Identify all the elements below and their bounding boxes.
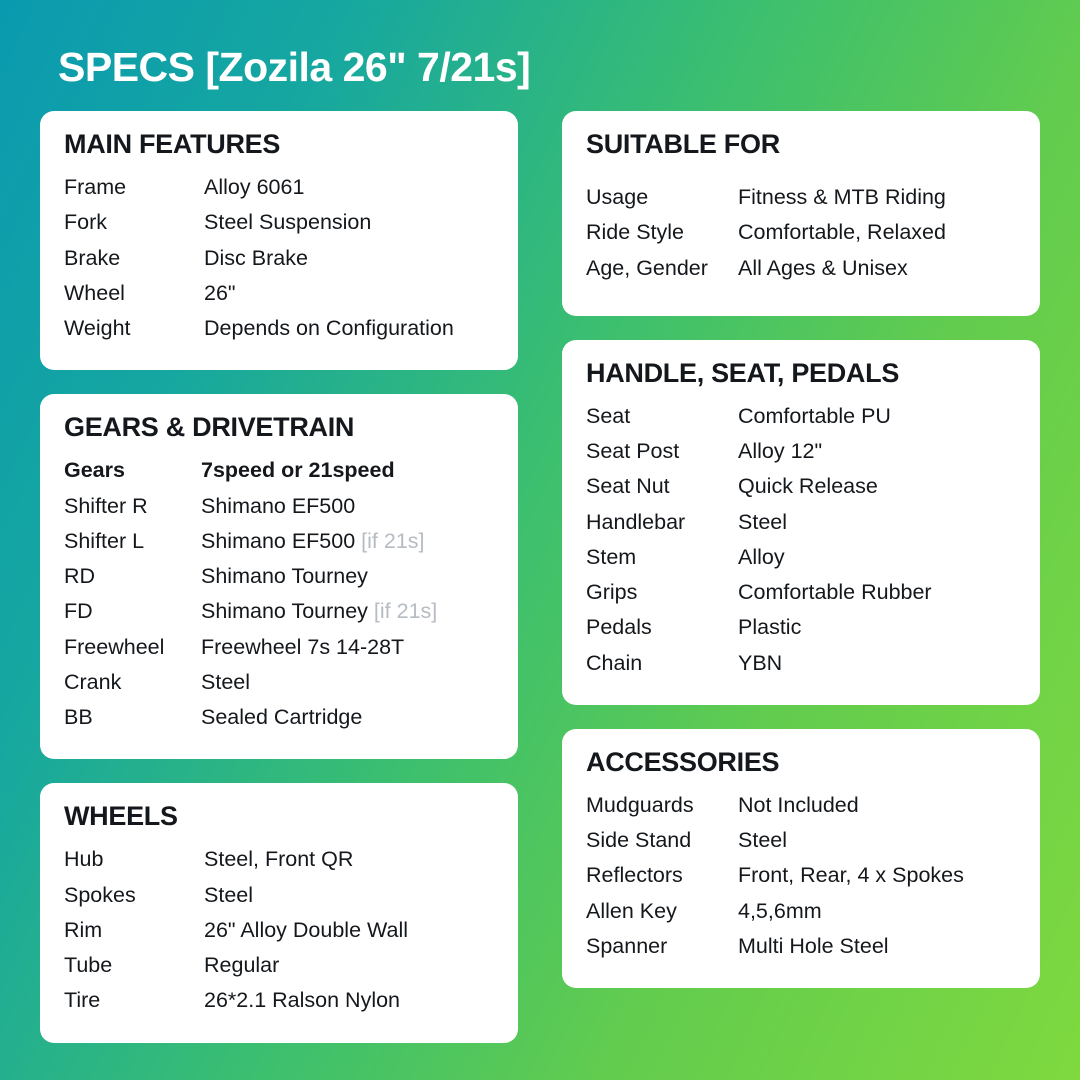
spec-row [64, 311, 494, 346]
spec-key: Wheel [64, 280, 125, 305]
spec-row [586, 823, 1016, 858]
rows-accessories [586, 788, 1016, 964]
spec-value: 7speed or 21speed [201, 458, 395, 483]
spec-key: Seat Nut [586, 474, 670, 499]
spec-value: Freewheel 7s 14-28T [201, 634, 405, 659]
spec-key: Grips [586, 580, 638, 604]
spec-key: Seat [586, 403, 631, 428]
spec-key: Hub [64, 847, 104, 872]
spec-value: Regular [204, 953, 280, 977]
spec-row [64, 453, 494, 488]
spec-key: Age, Gender [586, 255, 708, 280]
spec-value: Alloy 12" [738, 439, 823, 463]
rows-wheels [64, 842, 494, 1018]
spec-value: 26" Alloy Double Wall [204, 917, 409, 942]
spec-value: Alloy 6061 [204, 175, 305, 199]
card-accessories [562, 729, 1040, 988]
spec-row [586, 788, 1016, 823]
spec-row [64, 700, 494, 735]
spec-row [64, 913, 494, 948]
spec-row [64, 489, 494, 524]
spec-key: Crank [64, 669, 122, 694]
spec-value: Comfortable Rubber [738, 580, 932, 604]
spec-key: Chain [586, 650, 643, 675]
rows-gears-drivetrain [64, 453, 494, 735]
spec-key: Allen Key [586, 898, 677, 923]
spec-key: RD [64, 564, 96, 588]
spec-row [64, 559, 494, 594]
spec-row [64, 205, 494, 240]
spec-row [64, 983, 494, 1018]
spec-value: Not Included [738, 792, 859, 817]
card-suitable-for [562, 111, 1040, 316]
spec-row [586, 251, 1016, 286]
spec-row [586, 575, 1016, 610]
spec-key: Tire [64, 988, 101, 1013]
spec-row [64, 524, 494, 559]
spec-value: Depends on Configuration [204, 316, 454, 340]
spec-row [64, 594, 494, 629]
card-heading-main-features: MAIN FEATURES [64, 129, 281, 159]
spec-key: Freewheel [64, 634, 165, 659]
card-heading-handle-seat-pedals: HANDLE, SEAT, PEDALS [586, 357, 900, 388]
spec-value: All Ages & Unisex [738, 255, 908, 280]
spec-value: 26*2.1 Ralson Nylon [204, 988, 401, 1013]
spec-value: Steel [738, 828, 788, 852]
spec-row [586, 858, 1016, 893]
spec-key: Frame [64, 175, 127, 199]
spec-row [586, 434, 1016, 469]
spec-key: Mudguards [586, 792, 694, 817]
spec-value: Front, Rear, 4 x Spokes [738, 863, 964, 888]
spec-row [586, 505, 1016, 540]
spec-value: Multi Hole Steel [738, 933, 889, 958]
spec-row [64, 665, 494, 700]
spec-key: Handlebar [586, 509, 686, 534]
spec-key: Tube [64, 953, 113, 977]
spec-row [586, 610, 1016, 645]
spec-value: Steel [738, 509, 788, 534]
card-heading-suitable-for: SUITABLE FOR [586, 129, 780, 159]
spec-key: Ride Style [586, 220, 684, 245]
spec-value: Steel, Front QR [204, 847, 354, 872]
page-title: SPECS [Zozila 26" 7/21s] [58, 44, 531, 90]
spec-row [586, 646, 1016, 681]
rows-main-features [64, 170, 494, 346]
spec-row [586, 540, 1016, 575]
card-handle-seat-pedals [562, 340, 1040, 705]
spec-key: BB [64, 705, 93, 729]
spec-value: Comfortable PU [738, 403, 891, 428]
spec-key: Gears [64, 458, 125, 483]
spec-key: Spanner [586, 933, 668, 958]
spec-row [64, 170, 494, 205]
specs-grid [40, 111, 1040, 1043]
spec-key: Pedals [586, 615, 652, 640]
spec-value: 4,5,6mm [738, 898, 822, 923]
spec-key: Brake [64, 245, 121, 270]
spec-row [64, 948, 494, 983]
card-main-features [40, 111, 518, 370]
spec-key: Shifter R [64, 493, 148, 518]
spec-row [64, 630, 494, 665]
spec-value: Shimano EF500 [201, 493, 356, 518]
spec-value: Alloy [738, 544, 785, 569]
spec-key: Weight [64, 316, 131, 340]
spec-row [64, 276, 494, 311]
card-wheels [40, 783, 518, 1042]
spec-value: Steel [201, 669, 251, 694]
card-gears-drivetrain [40, 394, 518, 759]
spec-note: [if 21s] [355, 528, 425, 553]
spec-key: Rim [64, 917, 103, 942]
rows-handle-seat-pedals [586, 399, 1016, 681]
spec-key: Stem [586, 544, 637, 569]
right-column [562, 111, 1040, 1043]
spec-key: FD [64, 599, 93, 624]
card-heading-wheels: WHEELS [64, 801, 178, 832]
spec-value: Quick Release [738, 474, 878, 499]
card-heading-accessories: ACCESSORIES [586, 746, 780, 777]
spec-key: Seat Post [586, 439, 680, 463]
spec-value: Sealed Cartridge [201, 705, 363, 729]
spec-row [64, 878, 494, 913]
spec-row [586, 469, 1016, 504]
spec-key: Fork [64, 210, 107, 235]
spec-value: Shimano EF500 [if 21s] [201, 528, 425, 553]
spec-value: 26" [204, 280, 236, 305]
card-heading-gears-drivetrain: GEARS & DRIVETRAIN [64, 412, 355, 443]
spec-row [64, 842, 494, 877]
spec-value: YBN [738, 650, 783, 675]
spec-row [586, 929, 1016, 964]
spec-value: Shimano Tourney [if 21s] [201, 599, 438, 624]
spec-key: Spokes [64, 882, 136, 907]
spec-row [586, 180, 1016, 215]
spec-row [64, 241, 494, 276]
left-column [40, 111, 518, 1043]
spec-key: Usage [586, 185, 649, 209]
spec-note: [if 21s] [367, 599, 438, 624]
spec-row [586, 215, 1016, 250]
rows-suitable-for [586, 180, 1016, 286]
spec-key: Shifter L [64, 528, 145, 553]
spec-key: Reflectors [586, 863, 683, 888]
spec-key: Side Stand [586, 828, 692, 852]
spec-value: Steel [204, 882, 254, 907]
spec-row [586, 894, 1016, 929]
spec-value: Disc Brake [204, 245, 308, 270]
spec-value: Fitness & MTB Riding [738, 185, 946, 209]
spec-value: Shimano Tourney [201, 564, 368, 588]
spec-value: Plastic [738, 615, 802, 640]
spec-value: Comfortable, Relaxed [738, 220, 946, 245]
spec-row [586, 399, 1016, 434]
spec-value: Steel Suspension [204, 210, 372, 235]
